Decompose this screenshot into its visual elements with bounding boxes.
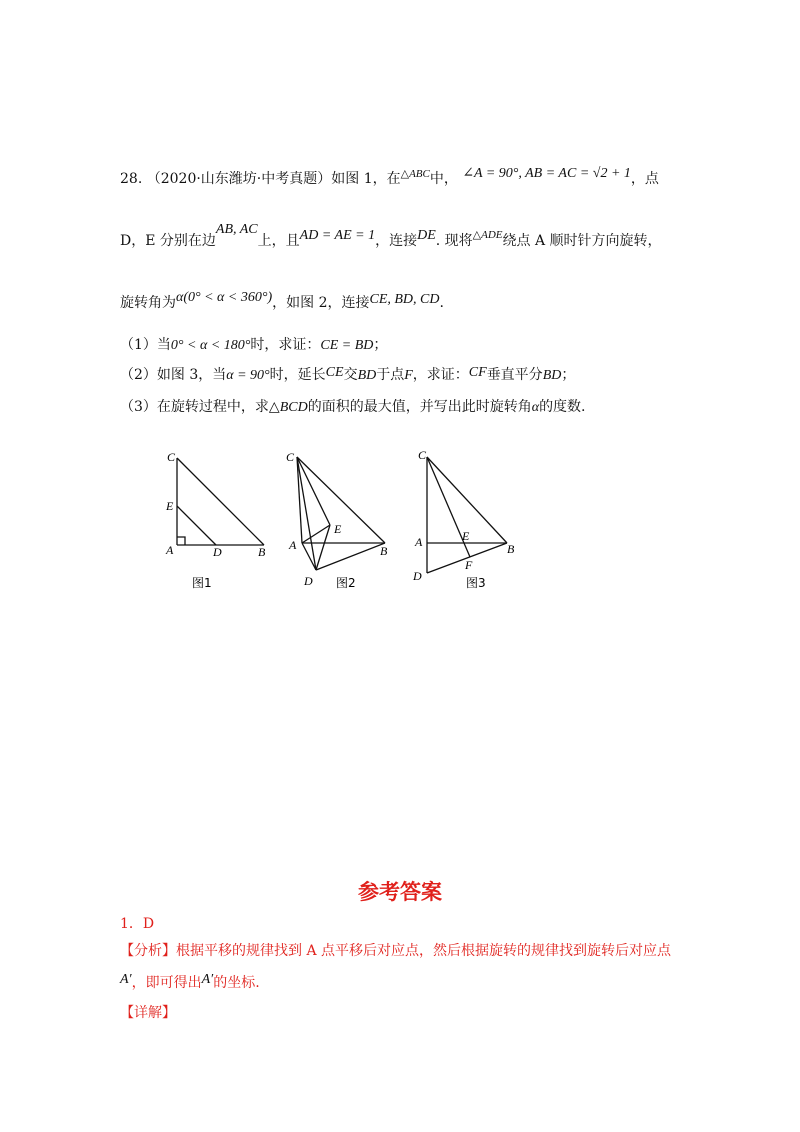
analysis-line-2: A′，即可得出A′的坐标.: [120, 972, 260, 991]
fig2-label-a: A: [289, 538, 297, 552]
sub-question-3: （3）在旋转过程中，求△BCD的面积的最大值，并写出此时旋转角α的度数.: [120, 399, 586, 415]
answer-item-1: 1．D: [120, 916, 155, 932]
sub-question-2: （2）如图 3，当α = 90°时，延长CE交BD于点F，求证：CF垂直平分BD；: [120, 365, 576, 383]
fig2-label-b: B: [380, 544, 388, 558]
figure-3: [427, 457, 507, 573]
question-line-1: 28. （2020·山东潍坊·中考真题）如图 1，在$^{\triangle ABC}$中， ∠A = 90°, AB = AC = √2 + 1，点: [120, 166, 659, 187]
analysis-line: 【分析】根据平移的规律找到 A 点平移后对应点，然后根据旋转的规律找到旋转后对应点: [120, 943, 672, 959]
figure-2: [297, 457, 385, 570]
sub-question-1: （1）当0° < α < 180°时，求证：CE = BD；: [120, 337, 388, 353]
fig3-label-a: A: [415, 535, 423, 549]
detail-line: [120, 1002, 176, 1022]
fig3-label-f: F: [465, 558, 473, 572]
question-number: 28.: [120, 171, 143, 187]
fig1-label-a: A: [166, 543, 174, 557]
fig3-label-e: E: [462, 529, 470, 543]
condition-formula: ∠A = 90°, AB = AC = √2 + 1: [462, 166, 631, 181]
fig3-caption: 图3: [466, 576, 486, 590]
question-line-3: 旋转角为α(0° < α < 360°)，如图 2，连接CE, BD, CD.: [120, 290, 444, 311]
detail-tag: 【详解】: [120, 1005, 176, 1021]
fig1-caption: 图1: [192, 576, 212, 590]
fig2-label-d: D: [304, 574, 313, 588]
fig2-caption: 图2: [336, 576, 356, 590]
fig1-label-b: B: [258, 545, 266, 559]
geometry-figures: [0, 445, 800, 615]
fig1-label-c: C: [167, 450, 176, 464]
fig1-label-e: E: [166, 499, 174, 513]
fig1-label-d: D: [213, 545, 222, 559]
fig3-label-c: C: [418, 448, 427, 462]
fig3-label-d: D: [413, 569, 422, 583]
question-line-2: D，E 分别在边AB, AC上，且AD = AE = 1，连接DE. 现将$^{\triangle ADE}$绕点 A 顺时针方向旋转，: [120, 222, 662, 249]
analysis-tag: 【分析】: [120, 943, 176, 959]
fig2-label-c: C: [286, 450, 295, 464]
fig2-label-e: E: [334, 522, 342, 536]
fig3-label-b: B: [507, 542, 515, 556]
figure-1: [177, 458, 264, 545]
answers-title: 参考答案: [358, 880, 442, 904]
